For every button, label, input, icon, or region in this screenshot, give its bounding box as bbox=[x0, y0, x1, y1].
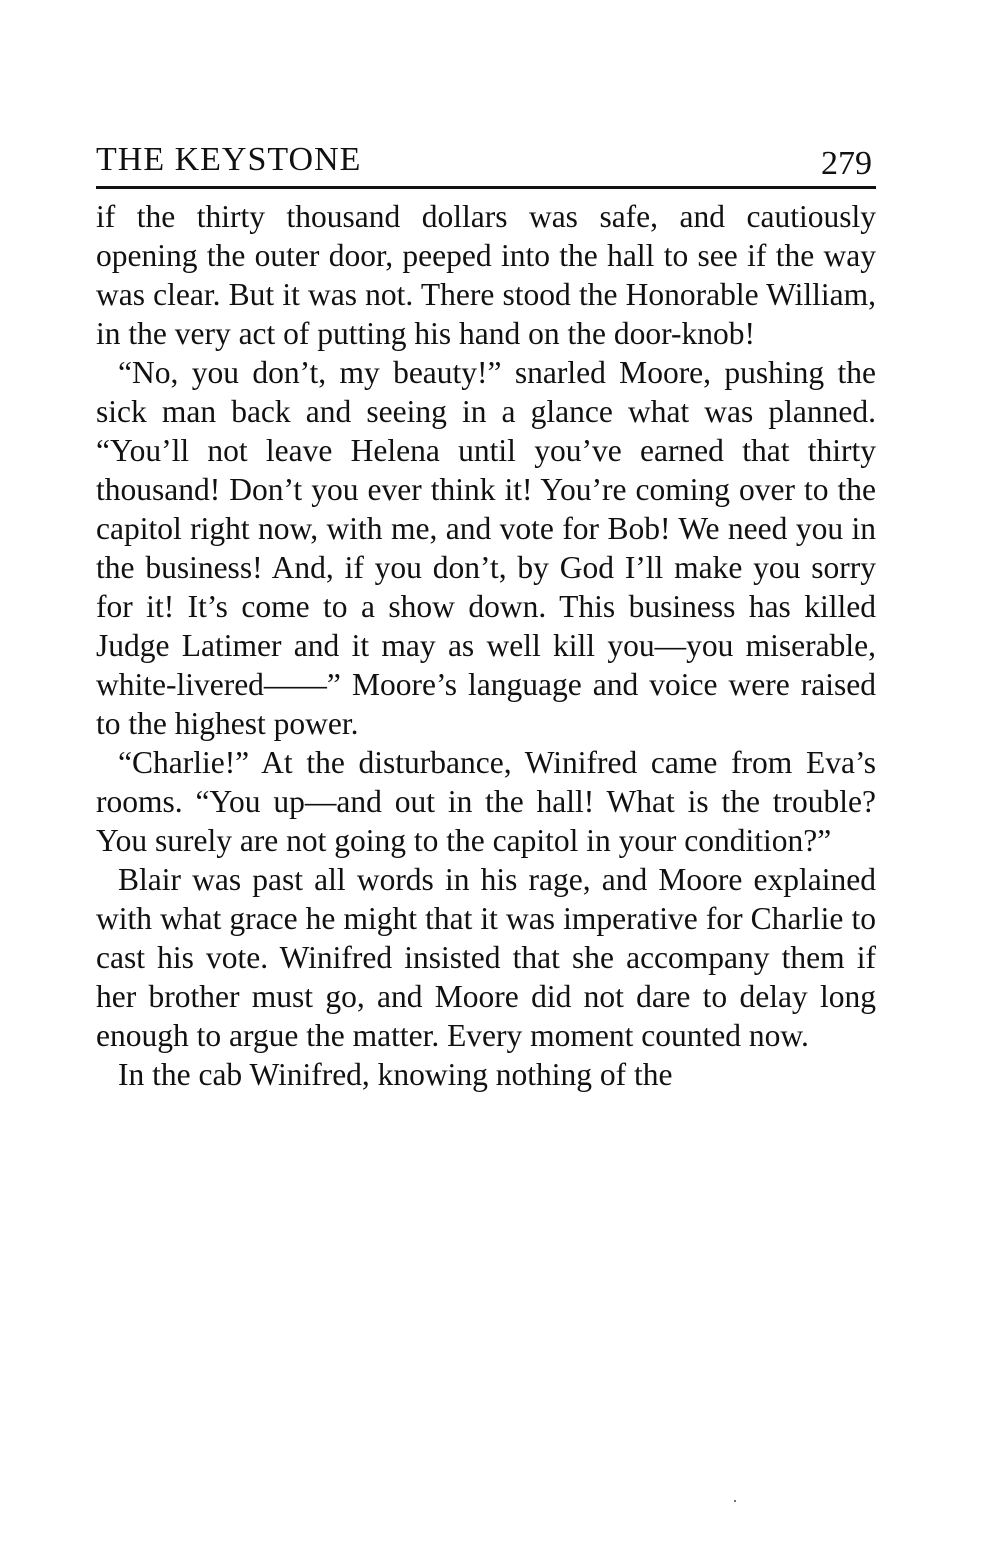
paragraph: “No, you don’t, my beauty!” snarled Moore, pushing the sick man back and seeing in a glance what was planned. “You’ll not leave Helena until you’ve earned that thirty thousand! Don’t you ever think it! You’re coming over to the capitol right now, with me, and vote for Bob! We need you in the business! And, if you don’t, by God I’ll make you sorry for it! It’s come to a show down. This business has killed Judge Latimer and it may as well kill you—you miserable, white-livered——” Moore’s language and voice were raised to the highest power. bbox=[96, 355, 876, 741]
paragraph: “Charlie!” At the disturbance, Winifred came from Eva’s rooms. “You up—and out in the hall! What is the trouble? You surely are not going to the capitol in your condition?” bbox=[96, 745, 876, 858]
running-title: THE KEYSTONE bbox=[96, 141, 362, 178]
book-page bbox=[96, 140, 876, 1094]
page-number: 279 bbox=[821, 145, 872, 182]
paragraph: In the cab Winifred, knowing nothing of the bbox=[118, 1057, 673, 1092]
paragraph: Blair was past all words in his rage, and Moore explained with what grace he might that it was imperative for Charlie to cast his vote. Winifred insisted that she accompany them if her brother must go, and Moore did not dare to delay long enough to argue the matter. Every moment counted now. bbox=[96, 862, 876, 1053]
stray-ink-mark bbox=[734, 1500, 736, 1502]
paragraph: if the thirty thousand dollars was safe, and cautiously opening the outer door, peeped into the hall to see if the way was clear. But it was not. There stood the Honorable William, in the very act of putting his hand on the door-knob! bbox=[96, 199, 876, 351]
body-text bbox=[96, 197, 876, 1094]
running-head bbox=[96, 140, 876, 186]
header-rule bbox=[96, 186, 876, 189]
